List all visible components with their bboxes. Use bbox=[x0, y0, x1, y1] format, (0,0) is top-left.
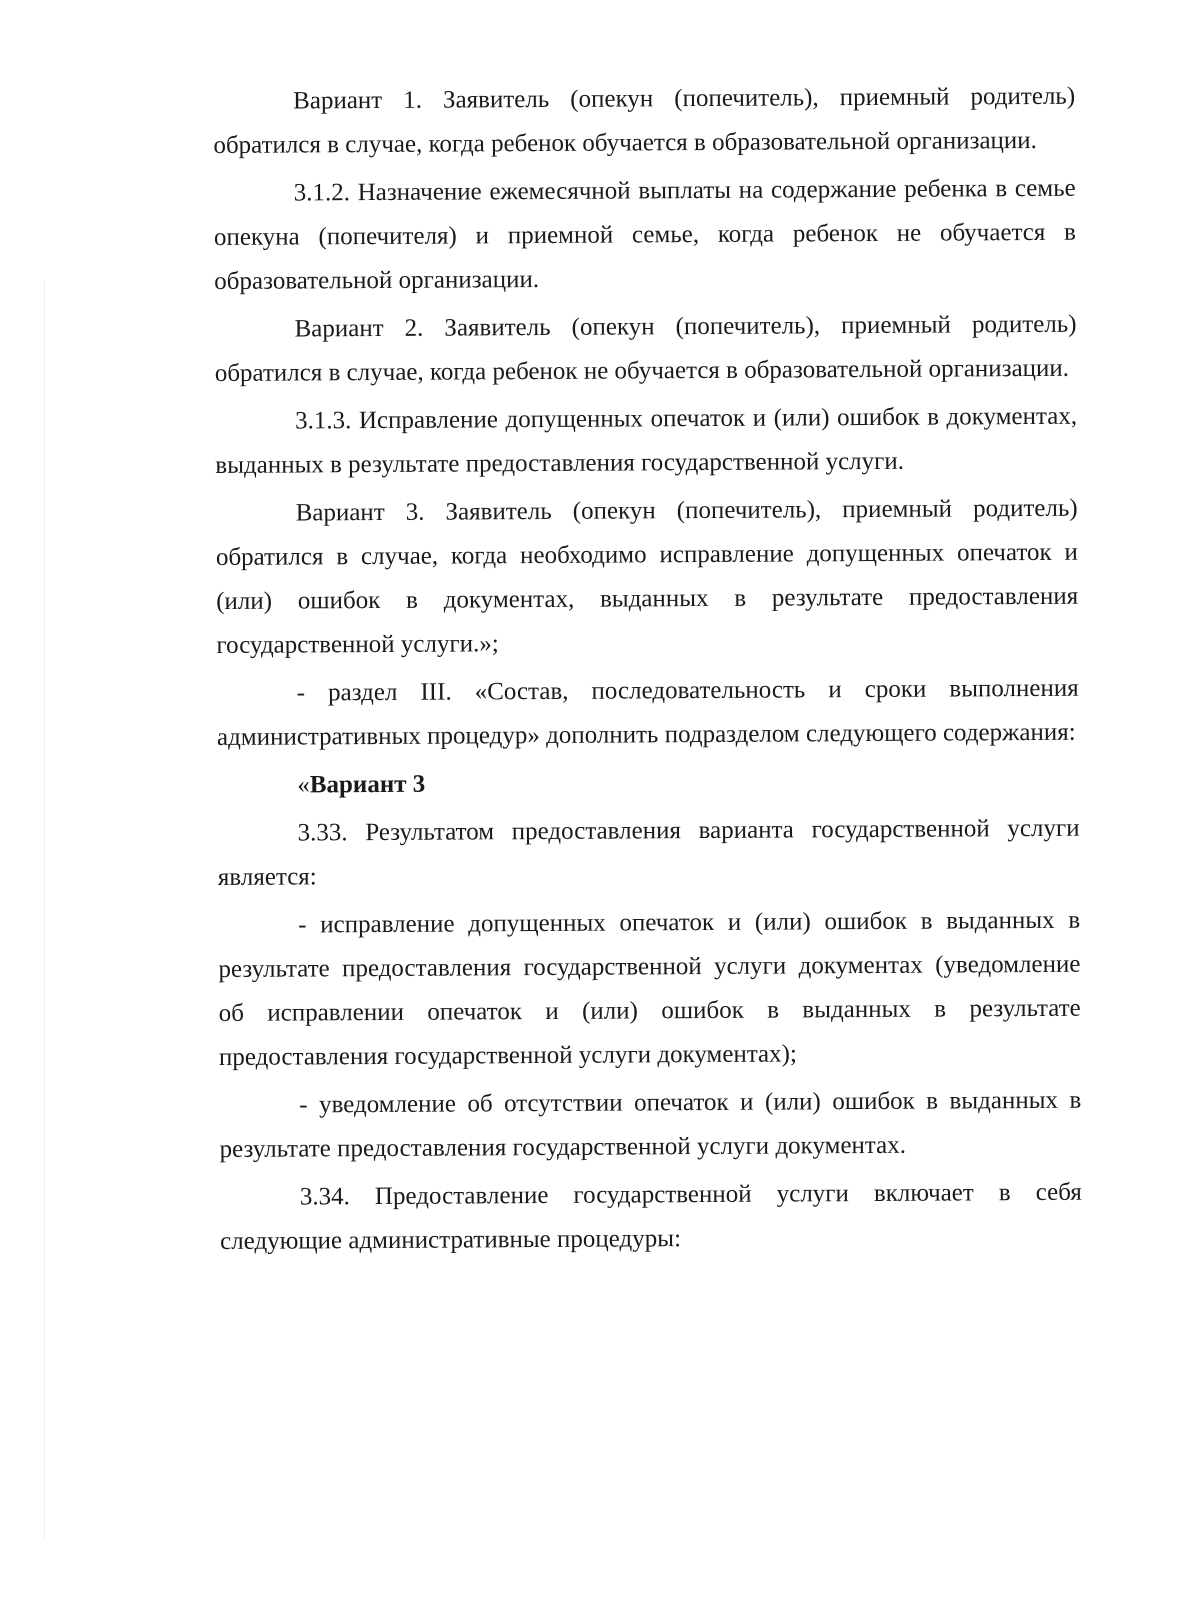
paragraph-section-iii: - раздел III. «Состав, последовательность и сроки выполнения административных процедур» дополнить подразделом следующего содержания: bbox=[216, 674, 1079, 751]
paragraph-3-34: 3.34. Предоставление государственной услуги включает в себя следующие административные процедуры: bbox=[220, 1178, 1082, 1255]
paragraph-3-1-3: 3.1.3. Исправление допущенных опечаток и (или) ошибок в документах, выданных в результате предоставления государственной услуги. bbox=[215, 402, 1078, 479]
subsection-heading bbox=[217, 759, 1079, 808]
document-body bbox=[213, 75, 1082, 1268]
paragraph-variant-3: Вариант 3. Заявитель (опекун (попечитель), приемный родитель) обратился в случае, когда необходимо исправление допущенных опечаток и (или) ошибок в документах, выданных в результате предоставления государственной услуги.»; bbox=[215, 494, 1079, 659]
paragraph-variant-2: Вариант 2. Заявитель (опекун (попечитель), приемный родитель) обратился в случае, когда ребенок не обучается в образовательной организации. bbox=[214, 310, 1077, 387]
paragraph-variant-1: Вариант 1. Заявитель (опекун (попечитель), приемный родитель) обратился в случае, когда ребенок обучается в образовательной организации. bbox=[213, 82, 1076, 159]
list-item-correction: - исправление допущенных опечаток и (или) ошибок в выданных в результате предоставления государственной услуги документах (уведомление об исправлении опечаток и (или) ошибок в выданных в результате предоставления государственной услуги документах); bbox=[218, 906, 1081, 1071]
paragraph-3-1-2: 3.1.2. Назначение ежемесячной выплаты на содержание ребенка в семье опекуна (попечителя) и приемной семье, когда ребенок не обучается в образовательной организации. bbox=[213, 174, 1077, 295]
heading-title: Вариант 3 bbox=[309, 770, 426, 799]
list-item-no-errors: - уведомление об отсутствии опечаток и (или) ошибок в выданных в результате предоставления государственной услуги документах. bbox=[219, 1086, 1082, 1163]
heading-quote: « bbox=[297, 771, 310, 799]
paragraph-3-33: 3.33. Результатом предоставления варианта государственной услуги является: bbox=[217, 814, 1080, 891]
